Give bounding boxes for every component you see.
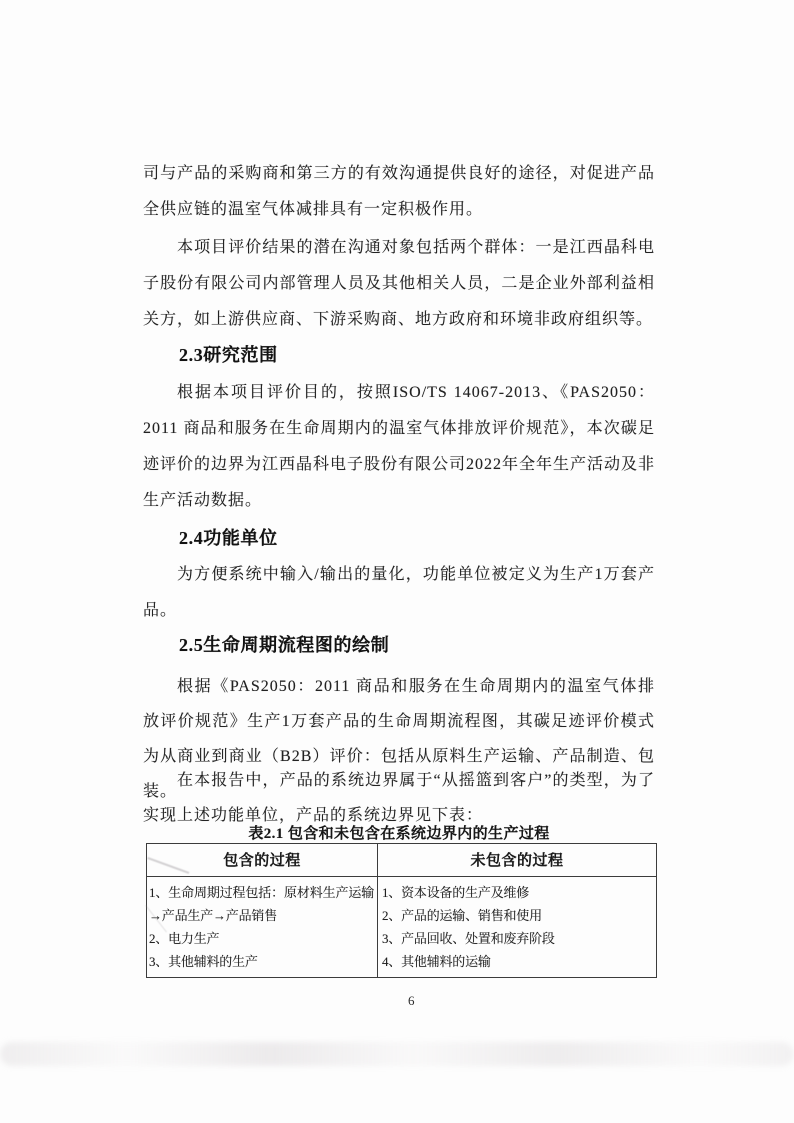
excluded-item: 4、其他辅料的运输 [382,954,491,969]
paragraph-system-boundary: 在本报告中，产品的系统边界属于“从摇篮到客户”的类型，为了实现上述功能单位，产品的系统边界见下表： [143,772,655,824]
section-heading-2-4-functional-unit: 2.4功能单位 [179,527,278,548]
page-number: 6 [408,993,415,1008]
excluded-item: 3、产品回收、处置和废弃阶段 [382,931,555,946]
table-header-row [147,844,656,877]
table-header-excluded: 未包含的过程 [470,853,564,869]
paragraph-research-scope: 根据本项目评价目的，按照ISO/TS 14067-2013、《PAS2050：2011 商品和服务在生命周期内的温室气体排放评价规范》，本次碳足迹评价的边界为江西晶科电子股份有限公司2022年全年生产活动及非生产活动数据。 [143,384,656,509]
included-item: 3、其他辅料的生产 [149,954,258,969]
table-header-included: 包含的过程 [147,844,378,876]
paragraph-functional-unit: 为方便系统中输入/输出的量化，功能单位被定义为生产1万套产品。 [143,566,655,619]
table-caption: 表2.1 包含和未包含在系统边界内的生产过程 [248,826,550,842]
paragraph-stakeholder-groups: 本项目评价结果的潜在沟通对象包括两个群体：一是江西晶科电子股份有限公司内部管理人员及其他相关人员，二是企业外部利益相关方，如上游供应商、下游采购商、地方政府和环境非政府组织等。 [143,239,655,328]
excluded-item: 2、产品的运输、销售和使用 [382,908,542,923]
table-cell-excluded [378,877,656,977]
included-item: 2、电力生产 [149,931,220,946]
section-heading-2-5-lifecycle-flowchart: 2.5生命周期流程图的绘制 [179,634,390,655]
paragraph-lifecycle-flowchart: 根据《PAS2050：2011 商品和服务在生命周期内的温室气体排放评价规范》生产1万套产品的生命周期流程图，其碳足迹评价模式为从商业到商业（B2B）评价：包括从原料生产运输、产品制造、包装。 [143,678,655,800]
table-cell-included [147,877,378,977]
included-item: 1、生命周期过程包括：原材料生产运输→产品生产→产品销售 [149,885,374,923]
scan-shadow-band [0,1042,794,1066]
section-heading-2-3-research-scope: 2.3研究范围 [179,344,278,365]
excluded-item: 1、资本设备的生产及维修 [382,885,530,900]
paragraph-communication-benefit: 司与产品的采购商和第三方的有效沟通提供良好的途径，对促进产品全供应链的温室气体减排具有一定积极作用。 [143,165,655,218]
system-boundary-table [146,843,657,978]
table-body-row [147,877,656,977]
